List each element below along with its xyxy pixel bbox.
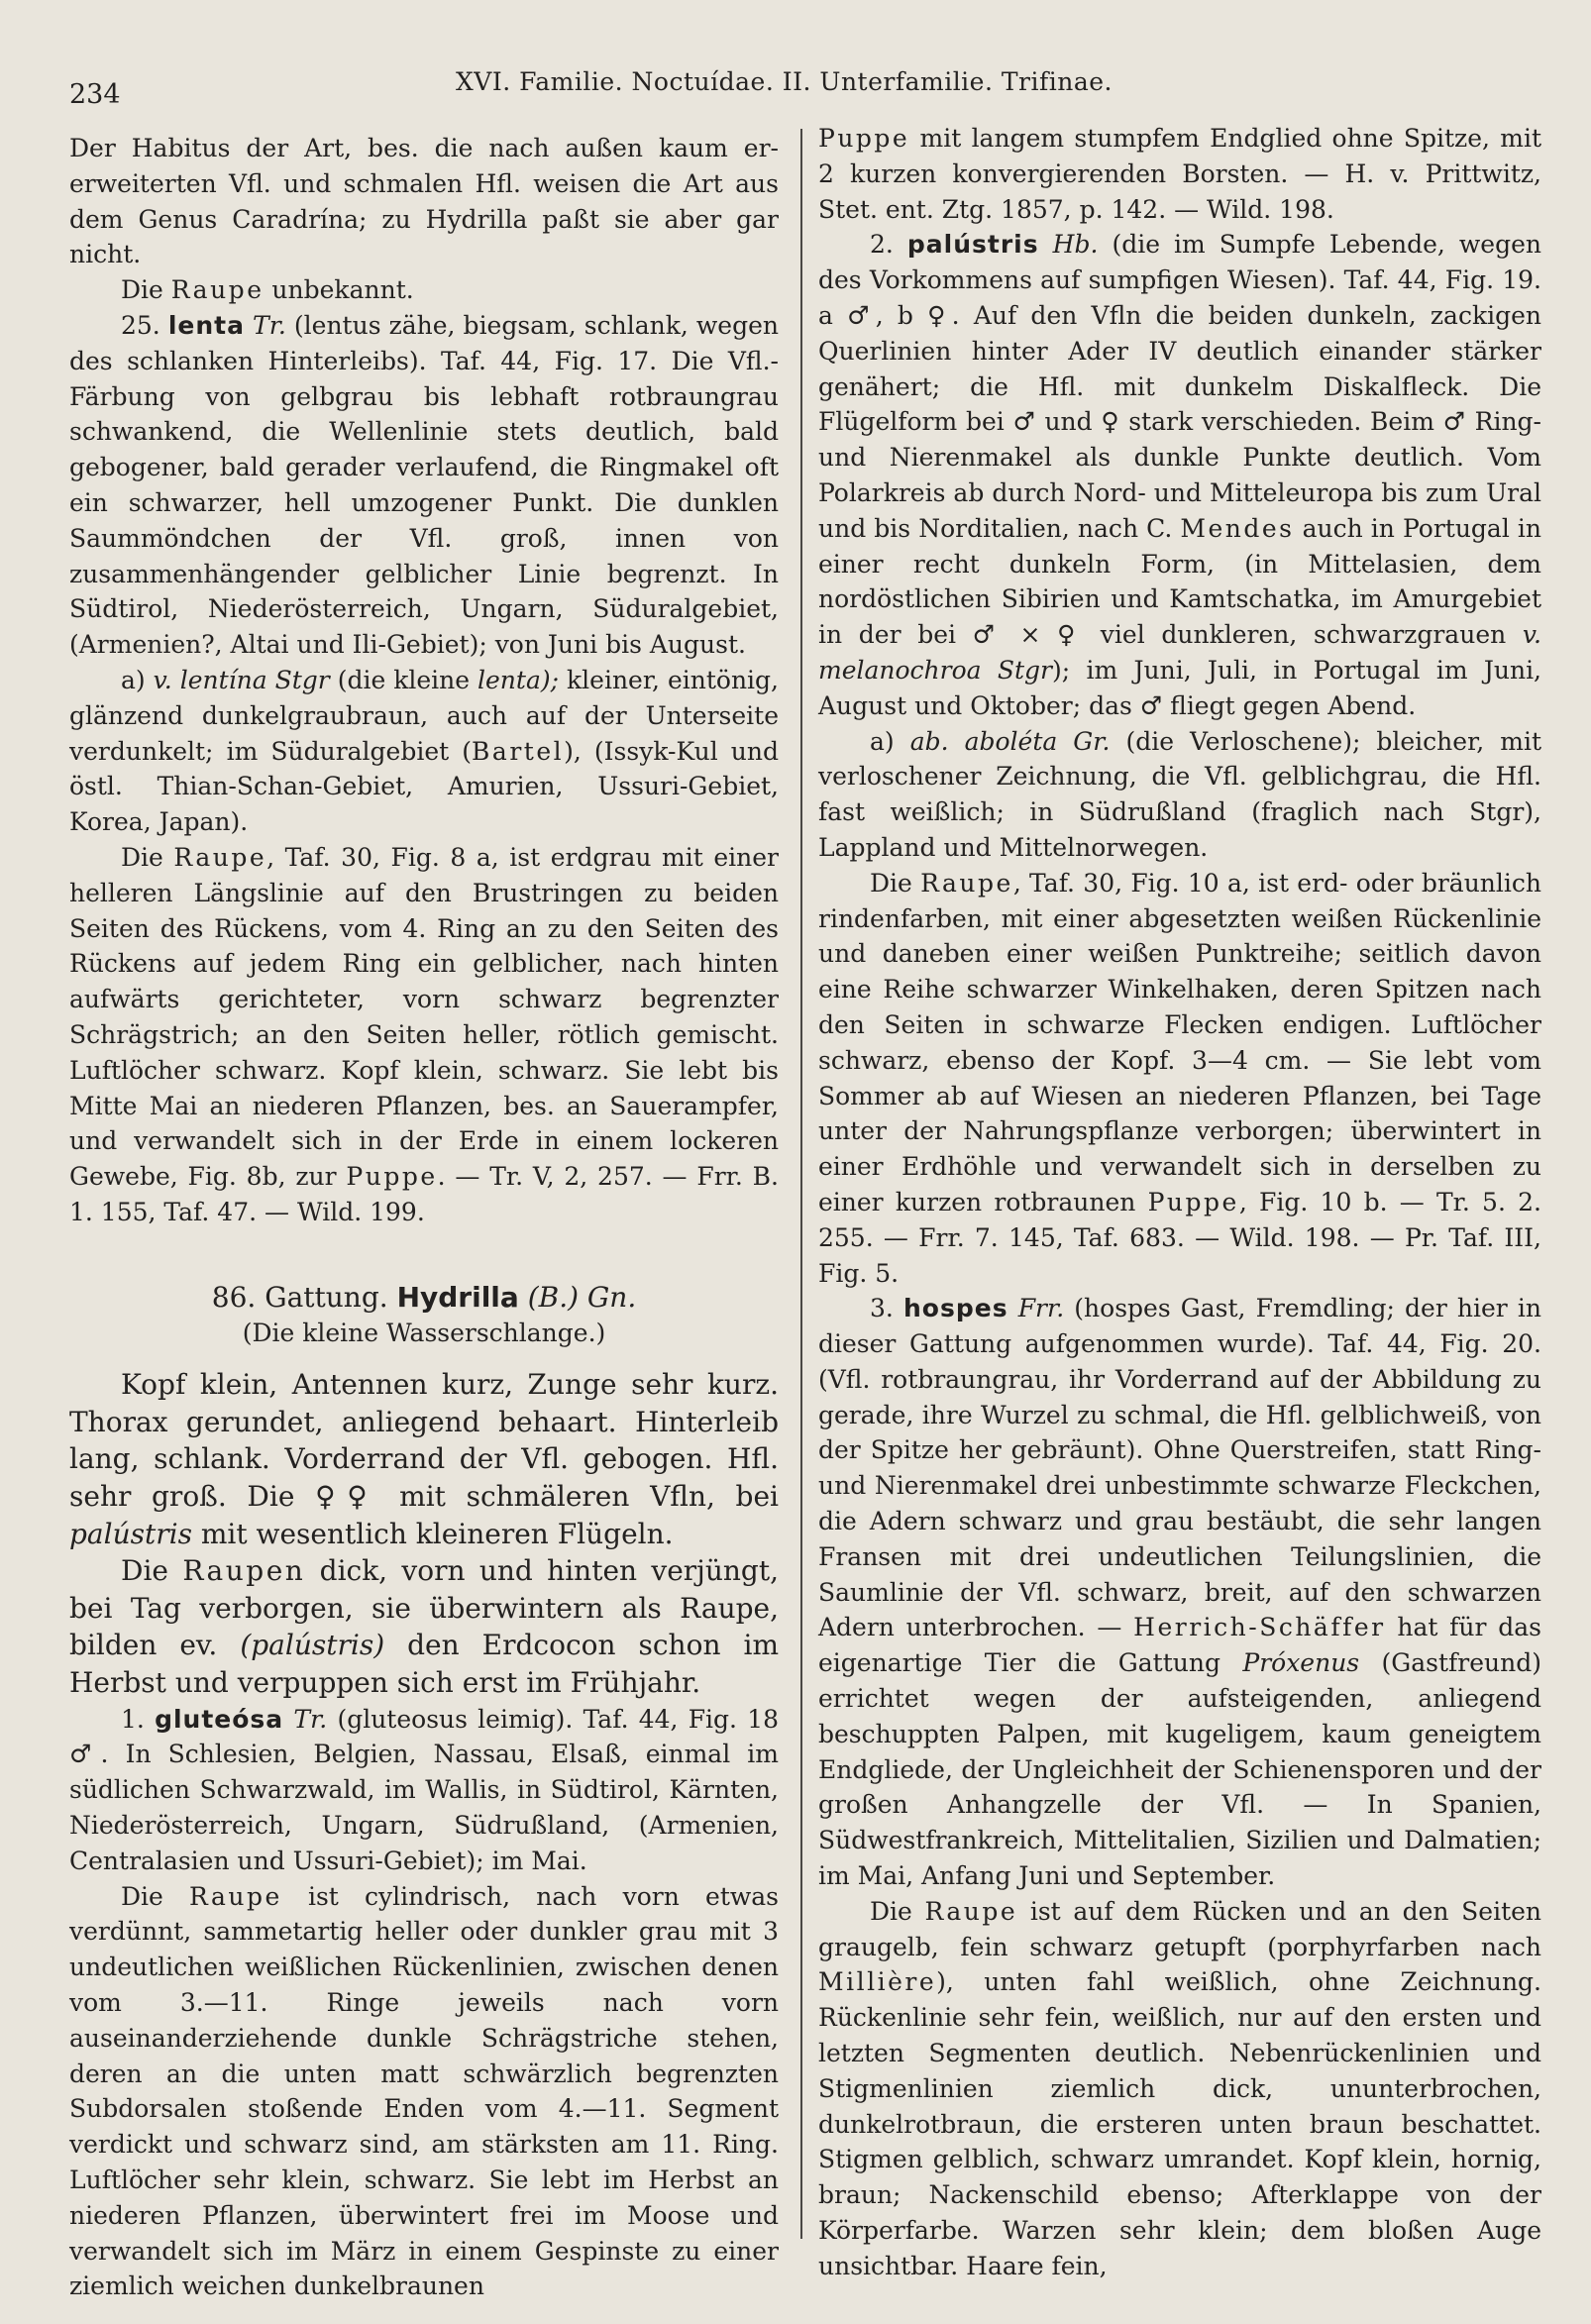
left-column [69,131,779,2304]
paragraph-raupe-palustris: Die Raupe, Taf. 30, Fig. 10 a, ist erd- oder bräunlich rindenfarben, mit einer abgesetzten weißen Rückenlinie und daneben einer weißen Punktreihe; seitlich davon eine Reihe schwarzer Winkelhaken, deren Spitzen nach den Seiten in schwarze Flecken endigen. Luftlöcher schwarz, ebenso der Kopf. 3—4 cm. — Sie lebt vom Sommer ab auf Wiesen an niederen Pflanzen, bei Tage unter der Nahrungspflanze verborgen; überwintert in einer Erdhöhle und verwandelt sich in derselben zu einer kurzen rotbraunen Puppe, Fig. 10 b. — Tr. 5. 2. 255. — Frr. 7. 145, Taf. 683. — Wild. 198. — Pr. Taf. III, Fig. 5. [818,868,1542,1288]
genus-heading: 86. Gattung. Hydrilla (B.) Gn. [211,1280,637,1314]
paragraph-puppe: Puppe mit langem stumpfem Endglied ohne Spitze, mit 2 kurzen konvergierenden Borsten. — H. v. Prittwitz, Stet. ent. Ztg. 1857, p. 142. — Wild. 198. [818,124,1541,224]
genus-raupen: Die Raupen dick, vorn und hinten verjüngt, bei Tag verborgen, sie überwintern als Raupe, bilden ev. (palústris) den Erdcocon schon im Herbst und verpuppen sich erst im Frühjahr. [69,1554,780,1700]
paragraph-raupe-unbekannt: Die Raupe unbekannt. [121,275,414,305]
page-number: 234 [69,79,121,110]
genus-description: Kopf klein, Antennen kurz, Zunge sehr kurz. Thorax gerundet, anliegend behaart. Hinterleib lang, schlank. Vorderrand der Vfl. gebogen. Hfl. sehr groß. Die ♀♀ mit schmäleren Vfln, bei palústris mit wesentlich kleineren Flügeln. [69,1368,779,1550]
paragraph-raupe-lenta: Die Raupe, Taf. 30, Fig. 8 a, ist erdgrau mit einer helleren Längslinie auf den Brustringen zu beiden Seiten des Rückens, vom 4. Ring an zu den Seiten des Rückens auf jedem Ring ein gelblicher, nach hinten aufwärts gerichteter, vorn schwarz begrenzter Schrägstrich; an den Seiten heller, rötlich gemischt. Luftlöcher schwarz. Kopf klein, schwarz. Sie lebt bis Mitte Mai an niederen Pflanzen, bes. an Sauerampfer, und verwandelt sich in der Erde in einem lockeren Gewebe, Fig. 8b, zur Puppe. — Tr. V, 2, 257. — Frr. B. 1. 155, Taf. 47. — Wild. 199. [69,842,779,1226]
species-entry-gluteosa: 1. gluteósa Tr. (gluteosus leimig). Taf. 44, Fig. 18 ♂. In Schlesien, Belgien, Nassau, Elsaß, einmal im südlichen Schwarzwald, im Wallis, in Südtirol, Kärnten, Niederösterreich, Ungarn, Südrußland, (Armenien, Centralasien und Ussuri-Gebiet); im Mai. [69,1704,780,1875]
species-entry-hospes: 3. hospes Frr. (hospes Gast, Fremdling; der hier in dieser Gattung aufgenommen wurde). Taf. 44, Fig. 20. (Vfl. rotbraungrau, ihr Vorderrand auf der Abbildung zu gerade, ihre Wurzel zu schmal, die Hfl. gelblichweiß, von der Spitze her gebräunt). Ohne Querstreifen, statt Ring- und Nierenmakel drei unbestimmte schwarze Fleckchen, die Adern schwarz und grau bestäubt, die sehr langen Fransen mit drei undeutlichen Teilungslinien, die Saumlinie der Vfl. schwarz, breit, auf den schwarzen Adern unterbrochen. — Herrich-Schäffer hat für das eigenartige Tier die Gattung Próxenus (Gastfreund) errichtet wegen der aufsteigenden, anliegend beschuppten Palpen, mit kugeligem, kaum geneigtem Endgliede, der Ungleichheit der Schienensporen und der großen Anhangzelle der Vfl. — In Spanien, Südwestfrankreich, Mittelitalien, Sizilien und Dalmatien; im Mai, Anfang Juni und September. [818,1294,1541,1891]
paragraph-raupe-gluteosa: Die Raupe ist cylindrisch, nach vorn etwas verdünnt, sammetartig heller oder dunkler grau mit 3 undeutlichen weißlichen Rückenlinien, zwischen denen vom 3.—11. Ringe jeweils nach vorn auseinanderziehende dunkle Schrägstriche stehen, deren an die unten matt schwärzlich begrenzten Subdorsalen stoßende Enden vom 4.—11. Segment verdickt und schwarz sind, am stärksten am 11. Ring. Luftlöcher sehr klein, schwarz. Sie lebt im Herbst an niederen Pflanzen, überwintert frei im Moose und verwandelt sich im März in einem Gespinste zu einer ziemlich weichen dunkelbraunen [69,1881,779,2301]
right-column [818,121,1541,2284]
aberration-entry-aboleta: a) ab. aboléta Gr. (die Verloschene); bleicher, mit verloschener Zeichnung, die Vfl. gelblichgrau, die Hfl. fast weißlich; in Südrußland (fraglich nach Stgr), Lappland und Mittelnorwegen. [818,726,1541,862]
running-title: XVI. Familie. Noctuídae. II. Unterfamilie. Trifinae. [456,67,1113,96]
species-entry-lenta: 25. lenta Tr. (lentus zähe, biegsam, schlank, wegen des schlanken Hinterleibs). Taf. 44, Fig. 17. Die Vfl.-Färbung von gelbgrau bis lebhaft rotbraungrau schwankend, die Wellenlinie stets deutlich, bald gebogener, bald gerader verlaufend, die Ringmakel oft ein schwarzer, hell umzogener Punkt. Die dunklen Saummöndchen der Vfl. groß, innen von zusammenhängender gelblicher Linie begrenzt. In Südtirol, Niederösterreich, Ungarn, Süduralgebiet, (Armenien?, Altai und Ili-Gebiet); von Juni bis August. [69,310,779,660]
species-name: palústris [906,230,1039,260]
column-divider [800,129,802,2239]
page-header [69,63,1522,113]
variety-entry-lentina: a) v. lentína Stgr (die kleine lenta); kleiner, eintönig, glänzend dunkelgraubraun, auch auf der Unterseite verdunkelt; im Süduralgebiet (Bartel), (Issyk-Kul und östl. Thian-Schan-Gebiet, Amurien, Ussuri-Gebiet, Korea, Japan). [69,665,780,837]
paragraph-habitus: Der Habitus der Art, bes. die nach außen kaum er-erweiterten Vfl. und schmalen Hfl. weisen die Art aus dem Genus Caradrína; zu Hydrilla paßt sie aber gar nicht. [69,134,779,269]
species-name: lenta [167,310,245,340]
species-name: hospes [902,1294,1008,1323]
paragraph-raupe-hospes: Die Raupe ist auf dem Rücken und an den Seiten graugelb, fein schwarz getupft (porphyrfarben nach Millière), unten fahl weißlich, ohne Zeichnung. Rückenlinie sehr fein, weißlich, nur auf den ersten und letzten Segmenten deutlich. Nebenrückenlinien und Stigmenlinien ziemlich dick, ununterbrochen, dunkelrotbraun, die ersteren unten braun beschattet. Stigmen gelblich, schwarz umrandet. Kopf klein, hornig, braun; Nackenschild ebenso; Afterklappe von der Körperfarbe. Warzen sehr klein; dem bloßen Auge unsichtbar. Haare fein, [818,1896,1542,2280]
species-entry-palustris: 2. palústris Hb. (die im Sumpfe Lebende, wegen des Vorkommens auf sumpfigen Wiesen). Taf. 44, Fig. 19. a ♂, b ♀. Auf den Vfln die beiden dunkeln, zackigen Querlinien hinter Ader IV deutlich einander stärker genähert; die Hfl. mit dunkelm Diskalfleck. Die Flügelform bei ♂ und ♀ stark verschieden. Beim ♂ Ring- und Nierenmakel als dunkle Punkte deutlich. Vom Polarkreis ab durch Nord- und Mitteleuropa bis zum Ural und bis Norditalien, nach C. Mendes auch in Portugal in einer recht dunkeln Form, (in Mittelasien, dem nordöstlichen Sibirien und Kamtschatka, im Amurgebiet in der bei ♂ × ♀ viel dunkleren, schwarzgrauen v. melanochroa Stgr); im Juni, Juli, in Portugal im Juni, August und Oktober; das ♂ fliegt gegen Abend. [818,230,1542,720]
species-name: gluteósa [155,1704,284,1734]
genus-subtitle: (Die kleine Wasserschlange.) [242,1318,606,1347]
